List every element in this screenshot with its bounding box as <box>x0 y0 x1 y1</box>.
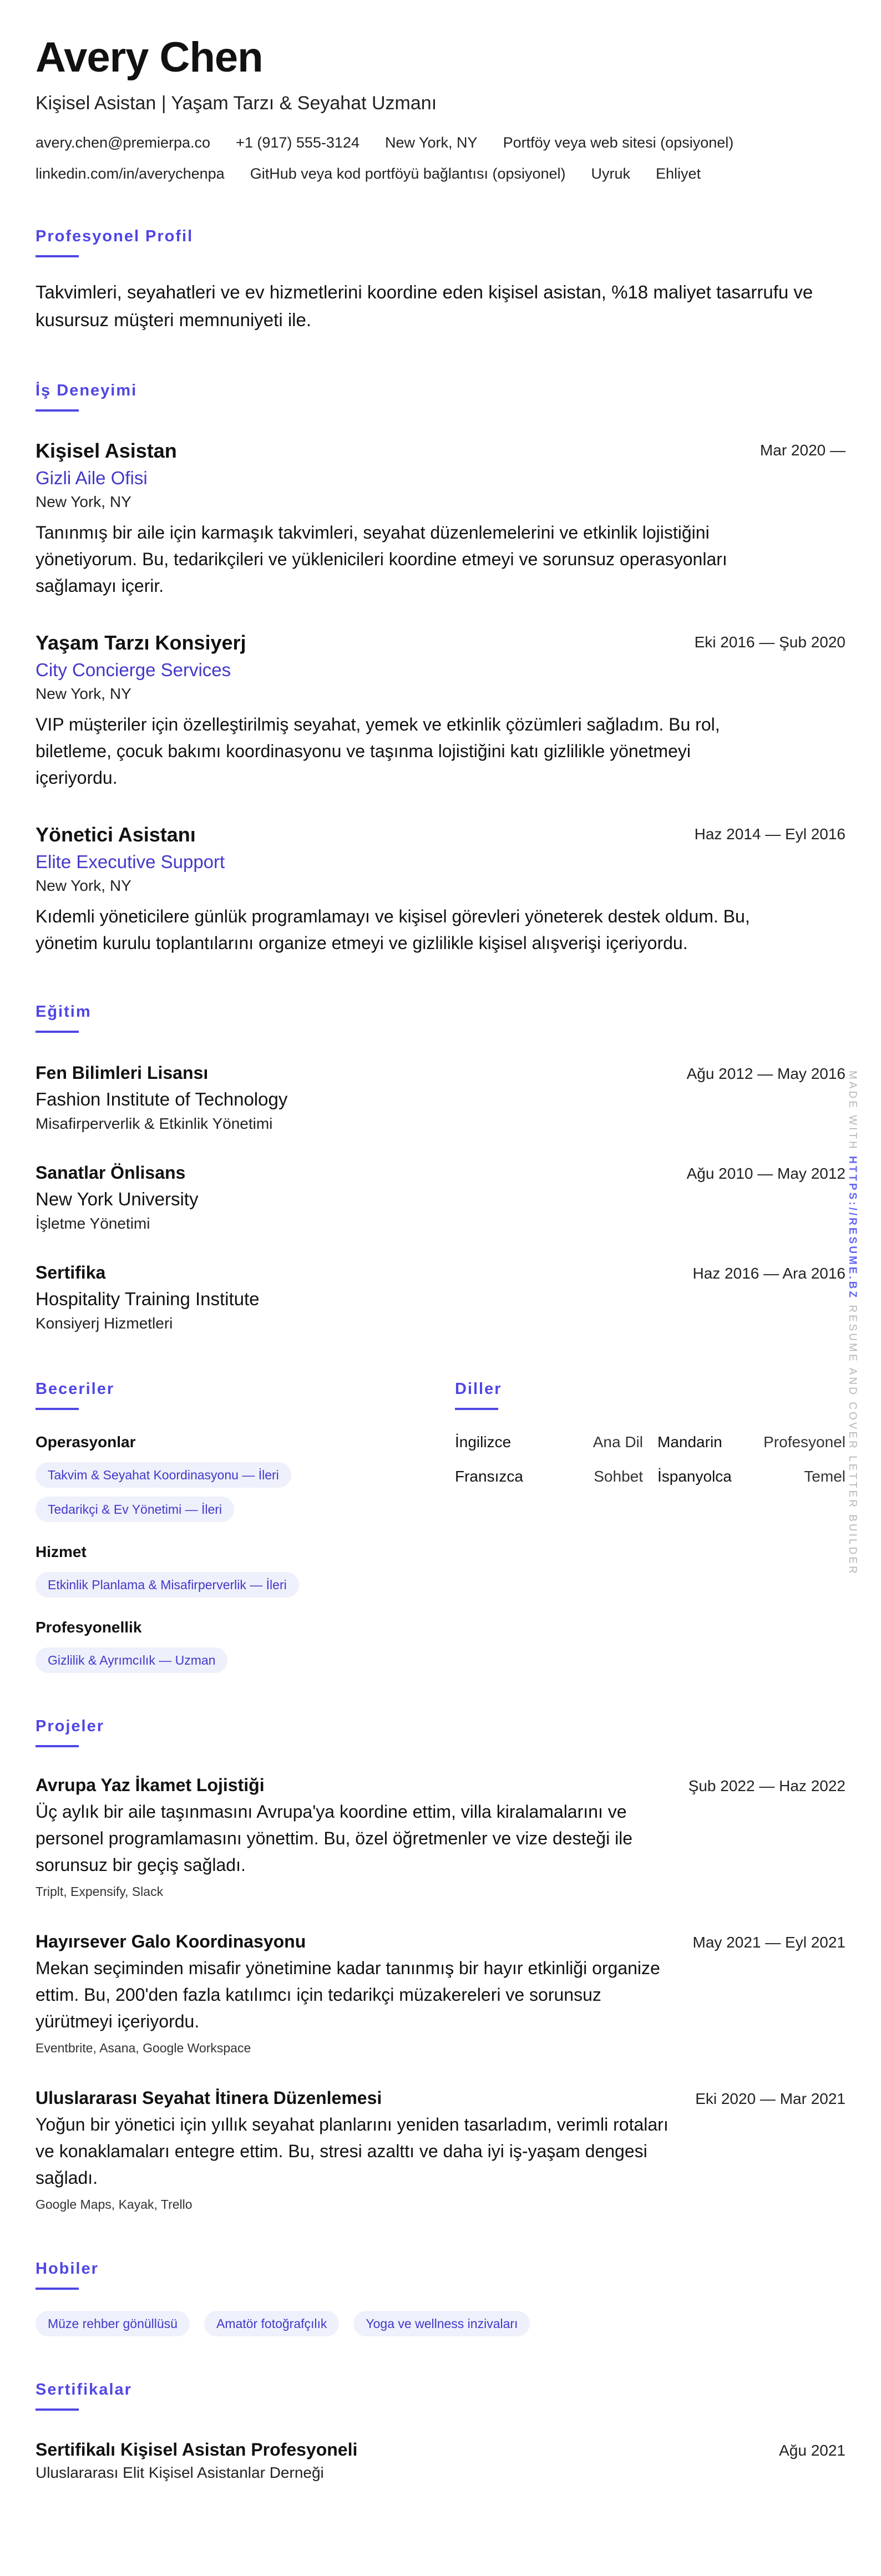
company-name: City Concierge Services <box>36 660 231 680</box>
project-description: Mekan seçiminden misafir yönetimine kadar tanınmış bir hayır etkinliği organize ettim. Bu, 200'den fazla katılımcı için tedarikçi müzakereleri ve sorunsuz yürütmeyi içeriyordu. <box>36 1958 660 2031</box>
job-title: Kişisel Asistan <box>36 439 177 462</box>
contact-location: New York, NY <box>384 134 478 151</box>
section-divider <box>36 2408 79 2411</box>
candidate-headline: Kişisel Asistan | Yaşam Tarzı & Seyahat Uzmanı <box>36 93 437 114</box>
project-name: Hayırsever Galo Koordinasyonu <box>36 1931 306 1951</box>
credit-link[interactable]: HTTPS://RESUME.BZ <box>847 1156 858 1300</box>
education-dates: Ağu 2012 — May 2016 <box>686 1065 845 1082</box>
hobby-chip: Amatör fotoğrafçılık <box>204 2311 339 2336</box>
project-dates: May 2021 — Eyl 2021 <box>692 1934 845 1951</box>
language-level: Profesyonel <box>763 1433 845 1451</box>
section-divider <box>36 1745 79 1747</box>
language-name: Mandarin <box>657 1433 722 1451</box>
skill-group <box>36 1617 455 1673</box>
language-item <box>657 1432 845 1452</box>
section-divider <box>36 409 79 412</box>
profile-summary: Takvimleri, seyahatleri ve ev hizmetlerini koordine eden kişisel asistan, %18 maliyet tasarrufu ve kusursuz müşteri memnuniyeti ile. <box>36 282 813 330</box>
languages-column <box>455 1379 845 1673</box>
job-description: VIP müşteriler için özelleştirilmiş seyahat, yemek ve etkinlik çözümleri sağladım. Bu rol, biletleme, çocuk bakımı koordinasyonu ve taşınma lojistiğini katı gizlilikle yönetmeyi içeriyordu. <box>36 714 720 788</box>
job-dates: Mar 2020 — <box>760 442 845 459</box>
language-level: Sohbet <box>594 1468 643 1485</box>
contact-nationality: Uyruk <box>591 165 631 182</box>
project-tools: Google Maps, Kayak, Trello <box>36 2197 193 2212</box>
skill-group <box>36 1432 455 1522</box>
project-tools: Eventbrite, Asana, Google Workspace <box>36 2041 251 2055</box>
skill-chip: Etkinlik Planlama & Misafirperverlik — İleri <box>36 1572 299 1598</box>
contact-license: Ehliyet <box>656 165 701 182</box>
degree-title: Sertifika <box>36 1262 106 1282</box>
job-dates: Eki 2016 — Şub 2020 <box>694 633 845 651</box>
project-description: Yoğun bir yönetici için yıllık seyahat planlarını yeniden tasarladım, verimli rotaları ve konaklamaları entegre ettim. Bu, stresi azalttı ve daha iyi iş-yaşam dengesi sağladı. <box>36 2114 669 2188</box>
contact-linkedin[interactable]: linkedin.com/in/averychenpa <box>36 165 225 182</box>
project-entry <box>36 1774 845 1900</box>
experience-entry <box>36 630 845 791</box>
language-name: İngilizce <box>455 1433 512 1451</box>
contact-portfolio[interactable]: Portföy veya web sitesi (opsiyonel) <box>503 134 734 151</box>
job-dates: Haz 2014 — Eyl 2016 <box>694 825 845 843</box>
contact-github[interactable]: GitHub veya kod portföyü bağlantısı (opsiyonel) <box>250 165 566 182</box>
section-divider <box>36 1031 79 1033</box>
skills-column <box>36 1379 455 1673</box>
skill-chip: Tedarikçi & Ev Yönetimi — İleri <box>36 1497 234 1522</box>
section-title: Hobiler <box>36 2260 99 2278</box>
section-divider <box>36 1408 79 1410</box>
certification-issuer: Uluslararası Elit Kişisel Asistanlar Derneği <box>36 2464 324 2481</box>
degree-title: Sanatlar Önlisans <box>36 1163 186 1183</box>
section-divider <box>36 255 79 257</box>
language-name: Fransızca <box>455 1468 523 1485</box>
language-item <box>455 1432 643 1452</box>
education-entry <box>36 1062 845 1134</box>
language-item <box>657 1467 845 1487</box>
experience-entry <box>36 438 845 599</box>
skills-languages-section <box>36 1379 845 1673</box>
field-of-study: İşletme Yönetimi <box>36 1215 150 1232</box>
certification-name: Sertifikalı Kişisel Asistan Profesyoneli <box>36 2440 358 2460</box>
hobby-list <box>36 2311 845 2336</box>
section-title: Sertifikalar <box>36 2381 132 2398</box>
resume-header <box>36 32 845 183</box>
job-title: Yönetici Asistanı <box>36 823 196 846</box>
education-dates: Ağu 2010 — May 2012 <box>686 1165 845 1182</box>
project-tools: Triplt, Expensify, Slack <box>36 1884 164 1899</box>
profile-section <box>36 226 845 334</box>
skill-group-name: Hizmet <box>36 1543 87 1560</box>
project-name: Avrupa Yaz İkamet Lojistiği <box>36 1775 265 1795</box>
project-description: Üç aylık bir aile taşınmasını Avrupa'ya koordine ettim, villa kiralamalarını ve personel programlamasını yönettim. Bu, özel öğretmenler ve vize desteği ile sorunsuz bir geçiş sağladı. <box>36 1802 633 1875</box>
job-description: Tanınmış bir aile için karmaşık takvimleri, seyahat düzenlemelerini ve etkinlik lojistiğini yönetiyorum. Bu, tedarikçileri ve yüklenicileri koordine etmeyi ve sorunsuz operasyonları sağlamayı içerir. <box>36 523 727 596</box>
contact-list <box>36 133 845 183</box>
builder-credit <box>845 1071 859 1576</box>
hobby-chip: Yoga ve wellness inzivaları <box>353 2311 530 2336</box>
hobbies-section <box>36 2259 845 2336</box>
company-name: Gizli Aile Ofisi <box>36 468 148 488</box>
project-name: Uluslararası Seyahat İtinera Düzenlemesi <box>36 2088 382 2108</box>
school-name: Fashion Institute of Technology <box>36 1089 288 1109</box>
company-name: Elite Executive Support <box>36 851 225 872</box>
section-divider <box>455 1408 498 1410</box>
education-entry <box>36 1162 845 1234</box>
project-dates: Şub 2022 — Haz 2022 <box>688 1777 845 1794</box>
skill-group <box>36 1542 455 1598</box>
skill-chip: Takvim & Seyahat Koordinasyonu — İleri <box>36 1462 291 1488</box>
certifications-section <box>36 2380 845 2483</box>
section-divider <box>36 2288 79 2290</box>
education-dates: Haz 2016 — Ara 2016 <box>692 1265 845 1282</box>
projects-section <box>36 1716 845 2213</box>
job-location: New York, NY <box>36 493 131 510</box>
skill-chips <box>36 1572 455 1598</box>
certification-date: Ağu 2021 <box>779 2442 845 2459</box>
resume-content <box>36 32 845 2483</box>
section-title: Profesyonel Profil <box>36 227 194 245</box>
contact-email[interactable]: avery.chen@premierpa.co <box>36 134 211 151</box>
hobby-chip: Müze rehber gönüllüsü <box>36 2311 190 2336</box>
skill-chips <box>36 1462 455 1522</box>
section-title: Projeler <box>36 1717 104 1735</box>
job-description: Kıdemli yöneticilere günlük programlamayı ve kişisel görevleri yöneterek destek oldum. Bu, yönetim kurulu toplantılarını organize etmeyi ve gizlilikle kişisel alışverişi içeriyordu. <box>36 906 750 953</box>
school-name: New York University <box>36 1189 199 1209</box>
section-title: Diller <box>455 1380 502 1398</box>
degree-title: Fen Bilimleri Lisansı <box>36 1063 209 1083</box>
language-level: Temel <box>804 1468 845 1485</box>
job-location: New York, NY <box>36 685 131 702</box>
language-name: İspanyolca <box>657 1468 732 1485</box>
school-name: Hospitality Training Institute <box>36 1289 260 1309</box>
language-item <box>455 1467 643 1487</box>
language-list <box>455 1432 845 1487</box>
skill-group-name: Operasyonlar <box>36 1433 136 1451</box>
skill-chips <box>36 1647 455 1673</box>
field-of-study: Misafirperverlik & Etkinlik Yönetimi <box>36 1115 273 1132</box>
section-title: İş Deneyimi <box>36 382 138 399</box>
candidate-name: Avery Chen <box>36 34 263 81</box>
skill-group-name: Profesyonellik <box>36 1619 142 1636</box>
section-title: Eğitim <box>36 1003 92 1021</box>
certification-entry <box>36 2438 845 2483</box>
field-of-study: Konsiyerj Hizmetleri <box>36 1315 173 1332</box>
language-level: Ana Dil <box>593 1433 643 1451</box>
project-entry <box>36 1930 845 2057</box>
experience-entry <box>36 822 845 956</box>
job-location: New York, NY <box>36 877 131 894</box>
education-section <box>36 1002 845 1333</box>
contact-phone[interactable]: +1 (917) 555-3124 <box>236 134 360 151</box>
education-entry <box>36 1261 845 1333</box>
project-entry <box>36 2087 845 2213</box>
experience-section <box>36 381 845 956</box>
skill-chip: Gizlilik & Ayrımcılık — Uzman <box>36 1647 227 1673</box>
credit-prefix: MADE WITH <box>847 1071 858 1151</box>
project-dates: Eki 2020 — Mar 2021 <box>695 2090 845 2107</box>
section-title: Beceriler <box>36 1380 115 1398</box>
job-title: Yaşam Tarzı Konsiyerj <box>36 631 246 654</box>
credit-suffix: RESUME AND COVER LETTER BUILDER <box>847 1305 858 1576</box>
